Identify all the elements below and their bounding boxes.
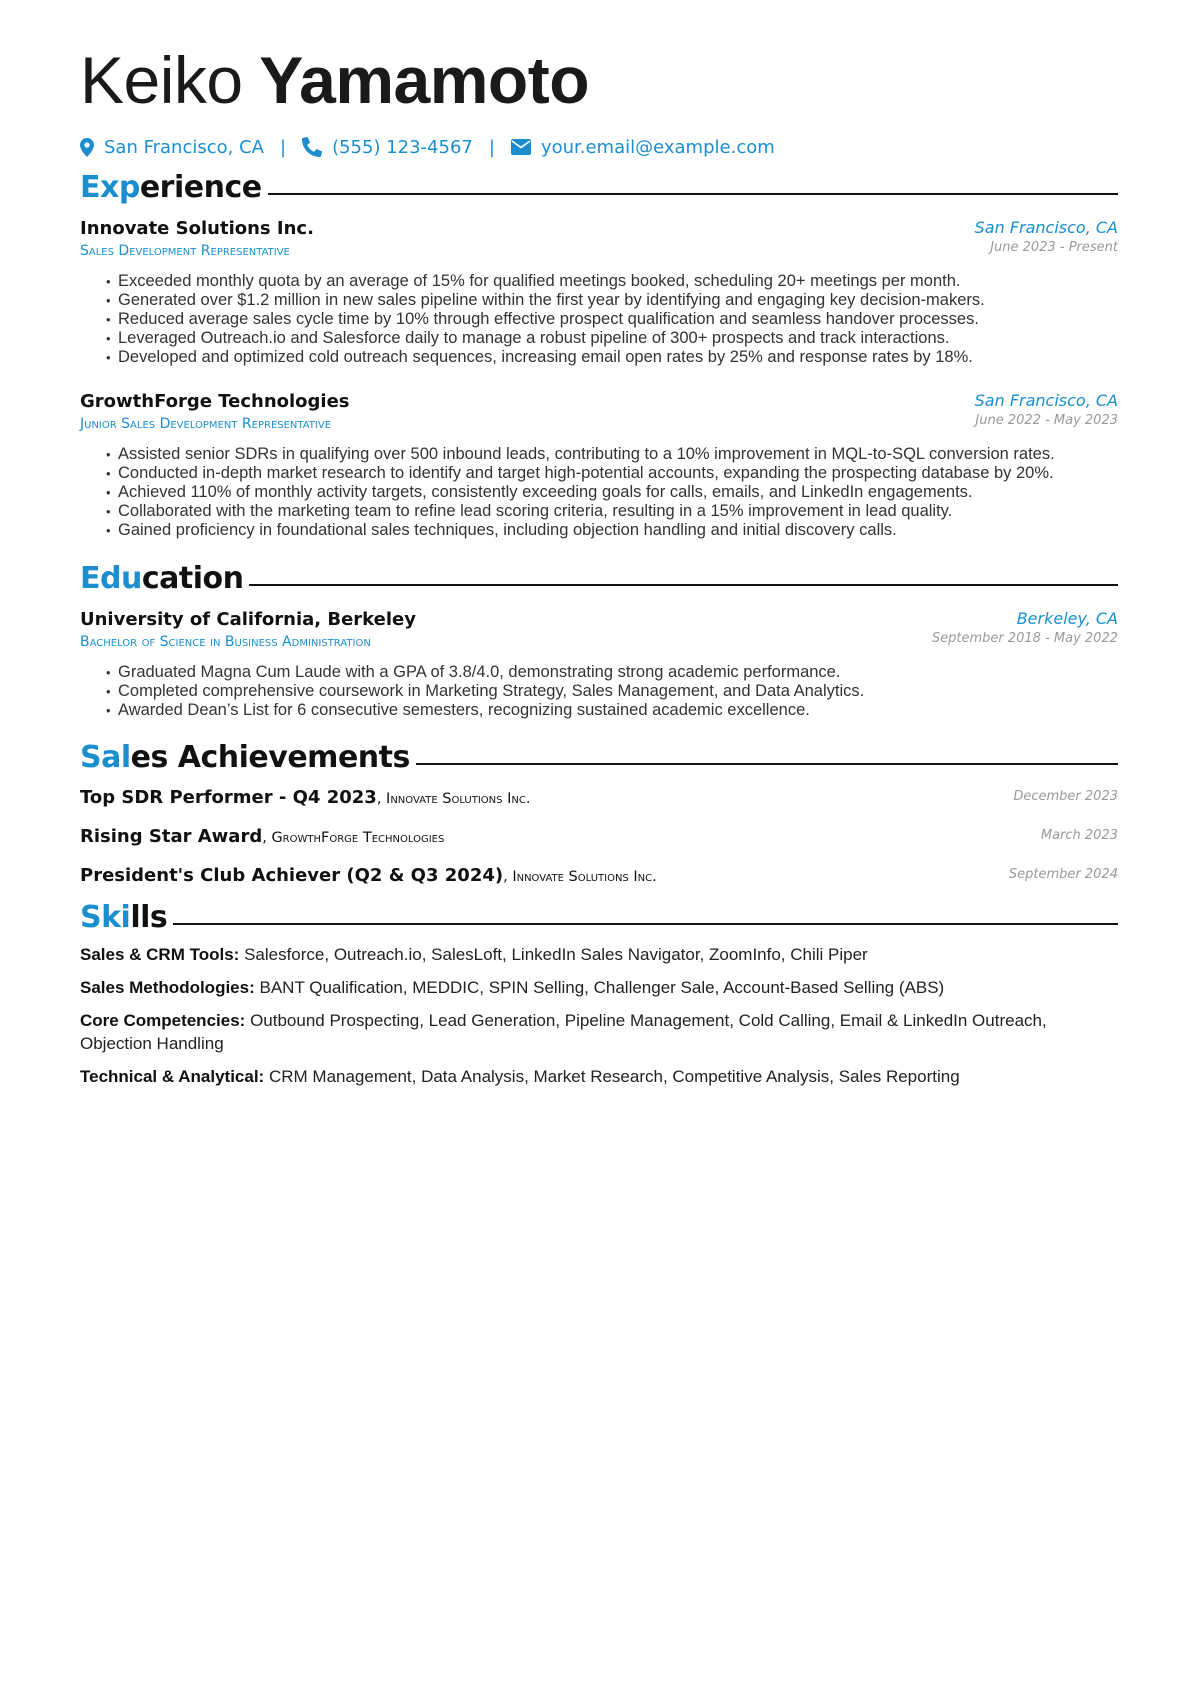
skill-label: Sales & CRM Tools: <box>80 945 240 964</box>
contact-line <box>80 133 775 161</box>
section-title-accent: Exp <box>80 170 140 205</box>
section-rule <box>416 763 1118 765</box>
company-name: Innovate Solutions Inc. <box>80 218 314 239</box>
section-title <box>80 740 410 776</box>
achievement-title: Top SDR Performer - Q4 2023 <box>80 787 377 808</box>
education-entry <box>80 609 1118 720</box>
section-title-rest: cation <box>141 561 244 596</box>
envelope-icon <box>511 139 541 155</box>
section-achievements-heading <box>80 740 1118 776</box>
candidate-name <box>80 40 589 120</box>
contact-phone[interactable] <box>302 137 473 158</box>
list-item: • Gained proficiency in foundational sales techniques, including objection handling and initial discovery calls. <box>106 521 1118 540</box>
skill-label: Technical & Analytical: <box>80 1067 265 1086</box>
achievement-item <box>80 865 1118 889</box>
achievement-issuer: GrowthForge Technologies <box>271 830 445 846</box>
contact-separator: | <box>488 136 495 158</box>
school-location: Berkeley, CA <box>1016 609 1118 628</box>
section-skills-heading <box>80 900 1118 936</box>
degree: Bachelor of Science in Business Administration <box>80 634 371 650</box>
contact-location <box>80 137 264 158</box>
section-title-accent: Ski <box>80 900 131 935</box>
achievement-date: September 2024 <box>1008 867 1118 882</box>
job-title: Junior Sales Development Representative <box>80 416 332 432</box>
skill-row <box>80 943 1118 966</box>
list-item: • Assisted senior SDRs in qualifying over 500 inbound leads, contributing to a 10% improvement in MQL-to-SQL conversion rates. <box>106 445 1118 464</box>
section-rule <box>249 584 1118 586</box>
experience-entry <box>80 391 1118 540</box>
section-rule <box>268 193 1118 195</box>
section-experience-heading <box>80 170 1118 206</box>
section-title-rest: erience <box>139 170 262 205</box>
list-item: • Developed and optimized cold outreach sequences, increasing email open rates by 25% and response rates by 18%. <box>106 348 1118 367</box>
education-dates: September 2018 - May 2022 <box>931 631 1118 646</box>
skill-values: Salesforce, Outreach.io, SalesLoft, LinkedIn Sales Navigator, ZoomInfo, Chili Piper <box>244 945 868 964</box>
section-title-rest: es Achievements <box>130 740 410 775</box>
skill-label: Sales Methodologies: <box>80 978 255 997</box>
contact-separator: | <box>279 136 287 158</box>
section-title-rest: lls <box>130 900 168 935</box>
section-title <box>80 170 262 206</box>
achievement-issuer: Innovate Solutions Inc. <box>386 791 531 807</box>
company-name: GrowthForge Technologies <box>80 391 350 412</box>
list-item: • Conducted in-depth market research to identify and target high-potential accounts, expanding the prospecting database by 20%. <box>106 464 1118 483</box>
school-name: University of California, Berkeley <box>80 609 416 630</box>
phone-icon <box>302 137 332 157</box>
achievement-issuer-sep: , <box>503 869 513 885</box>
last-name: Yamamoto <box>259 43 590 117</box>
list-item: • Awarded Dean’s List for 6 consecutive semesters, recognizing sustained academic excellence. <box>106 701 1118 720</box>
achievement-title: Rising Star Award <box>80 826 263 847</box>
achievement-title: President's Club Achiever (Q2 & Q3 2024) <box>80 865 504 886</box>
job-dates: June 2023 - Present <box>990 240 1118 255</box>
job-title: Sales Development Representative <box>80 243 290 259</box>
achievement-item <box>80 826 1118 850</box>
list-item: • Achieved 110% of monthly activity targets, consistently exceeding goals for calls, emails, and LinkedIn engagements. <box>106 483 1118 502</box>
job-location: San Francisco, CA <box>974 391 1118 410</box>
list-item: • Leveraged Outreach.io and Salesforce daily to manage a robust pipeline of 300+ prospects and track interactions. <box>106 329 1118 348</box>
skill-label: Core Competencies: <box>80 1011 246 1030</box>
map-pin-icon <box>80 138 104 157</box>
section-title <box>80 561 243 597</box>
list-item: • Generated over $1.2 million in new sales pipeline within the first year by identifying and engaging key decision-makers. <box>106 291 1118 310</box>
achievement-item <box>80 787 1118 811</box>
list-item: • Graduated Magna Cum Laude with a GPA of 3.8/4.0, demonstrating strong academic performance. <box>106 663 1118 682</box>
section-title-accent: Sal <box>80 740 131 775</box>
first-name: Keiko <box>80 43 243 117</box>
achievement-issuer-sep: , <box>376 791 387 807</box>
skill-values: CRM Management, Data Analysis, Market Research, Competitive Analysis, Sales Reporting <box>268 1067 960 1086</box>
achievement-date: December 2023 <box>1013 789 1118 804</box>
section-title-accent: Edu <box>80 561 142 596</box>
achievement-date: March 2023 <box>1040 828 1118 843</box>
achievement-issuer-sep: , <box>262 830 272 846</box>
phone-text: (555) 123-4567 <box>332 136 473 158</box>
skill-row <box>80 1065 1118 1088</box>
list-item: • Reduced average sales cycle time by 10% through effective prospect qualification and seamless handover processes. <box>106 310 1118 329</box>
contact-email[interactable] <box>511 137 775 158</box>
achievement-issuer: Innovate Solutions Inc. <box>512 869 657 885</box>
list-item: • Exceeded monthly quota by an average of 15% for qualified meetings booked, scheduling 20+ meetings per month. <box>106 272 1118 291</box>
section-title <box>80 900 167 936</box>
skill-row <box>80 976 1118 999</box>
skill-values: BANT Qualification, MEDDIC, SPIN Selling, Challenger Sale, Account-Based Selling (ABS) <box>259 978 945 997</box>
email-text: your.email@example.com <box>540 136 775 158</box>
location-text: San Francisco, CA <box>104 136 264 158</box>
skill-row <box>80 1009 1118 1055</box>
job-location: San Francisco, CA <box>974 218 1118 237</box>
experience-entry <box>80 218 1118 367</box>
section-education-heading <box>80 561 1118 597</box>
skill-values: Outbound Prospecting, Lead Generation, Pipeline Management, Cold Calling, Email & LinkedIn Outreach, Objection Handling <box>80 1011 1047 1053</box>
list-item: • Completed comprehensive coursework in Marketing Strategy, Sales Management, and Data Analytics. <box>106 682 1118 701</box>
section-rule <box>173 923 1118 925</box>
job-bullets <box>80 272 1118 367</box>
job-dates: June 2022 - May 2023 <box>975 413 1118 428</box>
job-bullets <box>80 445 1118 540</box>
education-bullets <box>80 663 1118 720</box>
list-item: • Collaborated with the marketing team to refine lead scoring criteria, resulting in a 15% improvement in lead quality. <box>106 502 1118 521</box>
